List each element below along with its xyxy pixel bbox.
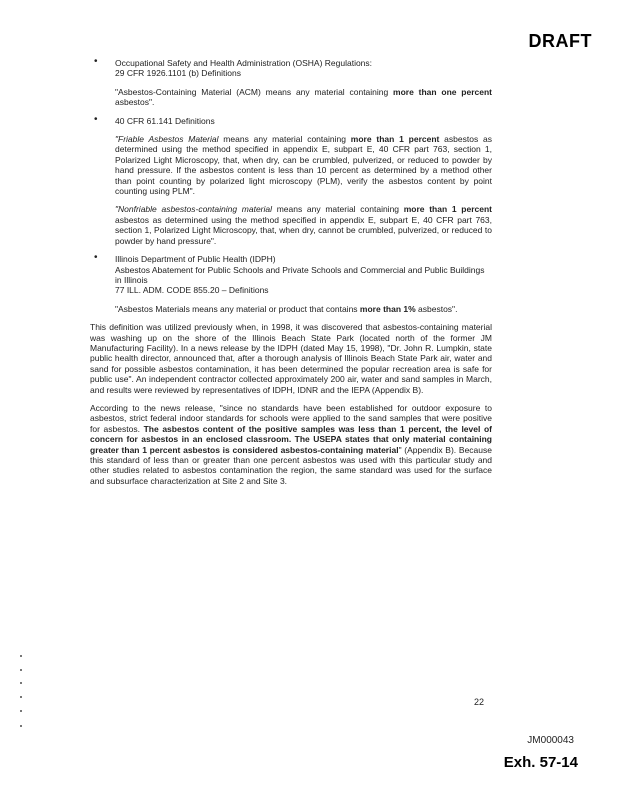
text-run: means any material containing <box>218 134 351 145</box>
draft-label: DRAFT <box>528 31 592 51</box>
emphasis-text: The asbestos content of the positive samples was less than 1 percent, the level of concern for asbestos in an enclosed classroom. The USEPA states that only material containing greater than 1 percent asbestos is considered asbestos-containing material <box>90 423 493 455</box>
definition-quote <box>115 134 492 196</box>
body-paragraph <box>90 403 492 486</box>
bullet-item <box>90 254 492 314</box>
definition-quote <box>115 87 492 108</box>
text-run: asbestos as determined using the method specified in appendix E, subpart E, 40 CFR part 763, section 1, Polarized Light Microscopy, that, when dry, cannot be crumbled, pulverized, or reduced to powder by hand pressure". <box>115 214 492 246</box>
scan-specks <box>20 655 24 735</box>
body-paragraph <box>90 322 492 395</box>
bullet-icon: • <box>94 252 98 264</box>
page-number: 22 <box>474 697 485 707</box>
bullet-heading <box>115 58 492 79</box>
defined-term: "Nonfriable asbestos-containing material <box>115 204 273 215</box>
emphasis-text: more than 1 percent <box>403 204 493 215</box>
heading-line: 40 CFR 61.141 Definitions <box>115 115 215 126</box>
text-run: " (Appendix B). Because this standard of less than or greater than one percent asbestos was used with this particular study and other studies related to asbestos contamination the region, the same standard was used for the surface and subsurface characterization at Site 2 and Site 3. <box>90 444 492 486</box>
text-run: means any material containing <box>272 204 404 215</box>
heading-line: Occupational Safety and Health Administration (OSHA) Regulations: <box>115 58 373 68</box>
text-run: "Asbestos Materials means any material or product that contains <box>115 303 360 314</box>
bullet-heading <box>115 254 492 296</box>
bullet-item <box>90 58 492 108</box>
emphasis-text: more than one percent <box>393 86 492 97</box>
defined-term: "Friable Asbestos Material <box>115 134 219 145</box>
text-run: asbestos as determined using the method specified in appendix E, subpart E, 40 CFR part 763, section 1, Polarized Light Microscopy, that, when dry, can be crumbled, pulverized, or reduced to powder by hand pressure. If the asbestos content is less than 10 percent as determined by a method other than point counting by polarized light microscopy (PLM), verify the asbestos content by point counting using PLM". <box>115 134 492 197</box>
heading-line: Illinois Department of Public Health (IDPH) <box>115 254 276 265</box>
bullet-icon: • <box>94 56 98 67</box>
text-run: asbestos". <box>115 97 155 108</box>
text-run: asbestos". <box>415 303 458 314</box>
heading-line: 29 CFR 1926.1101 (b) Definitions <box>115 68 241 79</box>
definition-quote <box>115 304 492 314</box>
definition-quote <box>115 204 492 246</box>
heading-line: Asbestos Abatement for Public Schools and Private Schools and Commercial and Public Buildings in Illinois <box>115 264 485 285</box>
exhibit-label: Exh. 57-14 <box>503 754 578 771</box>
text-run: This definition was utilized previously when, in 1998, it was discovered that asbestos-containing material was washing up on the shore of the Illinois Beach State Park (located north of the former JM Manufacturing Facility). In a news release by the IDPH (dated May 15, 1998), "Dr. John R. Lumpkin, state public health director, announced that, after a thorough analysis of Illinois Beach State Park air, water and sand for possible asbestos contamination, it has been determined the popular recreation area is safe for public use". An independent contractor collected approximately 200 air, water and sand samples in March, and results were reviewed by representatives of IDPH, IDNR and the IEPA (Appendix B). <box>90 322 492 395</box>
bates-number: JM000043 <box>527 735 574 746</box>
text-run: "Asbestos-Containing Material (ACM) means any material containing <box>115 86 394 97</box>
bullet-icon: • <box>94 113 98 125</box>
bullet-heading <box>115 116 492 126</box>
bullet-item <box>90 113 493 246</box>
emphasis-text: more than 1% <box>359 303 416 314</box>
document-body <box>90 58 492 494</box>
heading-line: 77 ILL. ADM. CODE 855.20 – Definitions <box>115 285 269 296</box>
emphasis-text: more than 1 percent <box>350 134 440 145</box>
text-run: According to the news release, "since no standards have been established for outdoor exposure to asbestos, strict federal indoor standards for schools were applied to the sand samples that were positive for asbestos. <box>90 402 492 434</box>
